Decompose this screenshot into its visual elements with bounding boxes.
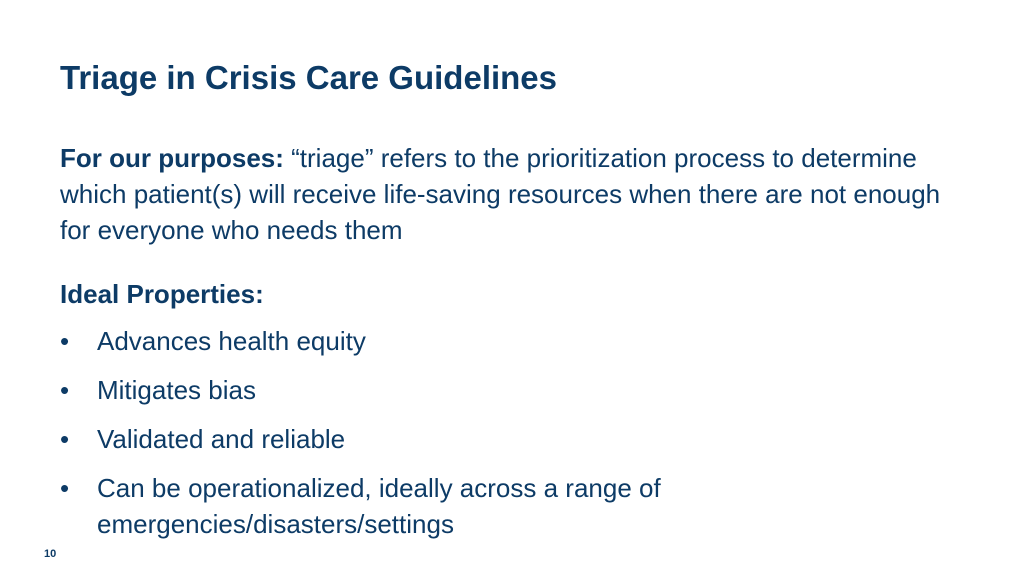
bullet-icon: • [60, 326, 70, 356]
list-item [60, 372, 960, 408]
bullet-icon: • [60, 375, 70, 405]
list-item [60, 421, 960, 457]
definition-lead: For our purposes: [60, 143, 284, 173]
bullet-icon: • [60, 424, 70, 454]
properties-list [60, 323, 960, 555]
list-item [60, 323, 960, 359]
page-number: 10 [44, 548, 57, 560]
definition-paragraph [60, 140, 960, 248]
list-item-text: Validated and reliable [97, 424, 346, 454]
list-item-text: Mitigates bias [97, 375, 256, 405]
list-item-text: Advances health equity [97, 326, 366, 356]
slide-title: Triage in Crisis Care Guidelines [60, 59, 558, 96]
list-item [60, 470, 960, 542]
definition-text: “triage” refers to the prioritization process to determine which patient(s) will receive life-saving resources when there are not enough for everyone who needs them [60, 143, 941, 245]
list-item-text: Can be operationalized, ideally across a range of emergencies/disasters/settings [97, 473, 661, 539]
bullet-icon: • [60, 473, 70, 503]
properties-heading: Ideal Properties: [60, 279, 264, 309]
